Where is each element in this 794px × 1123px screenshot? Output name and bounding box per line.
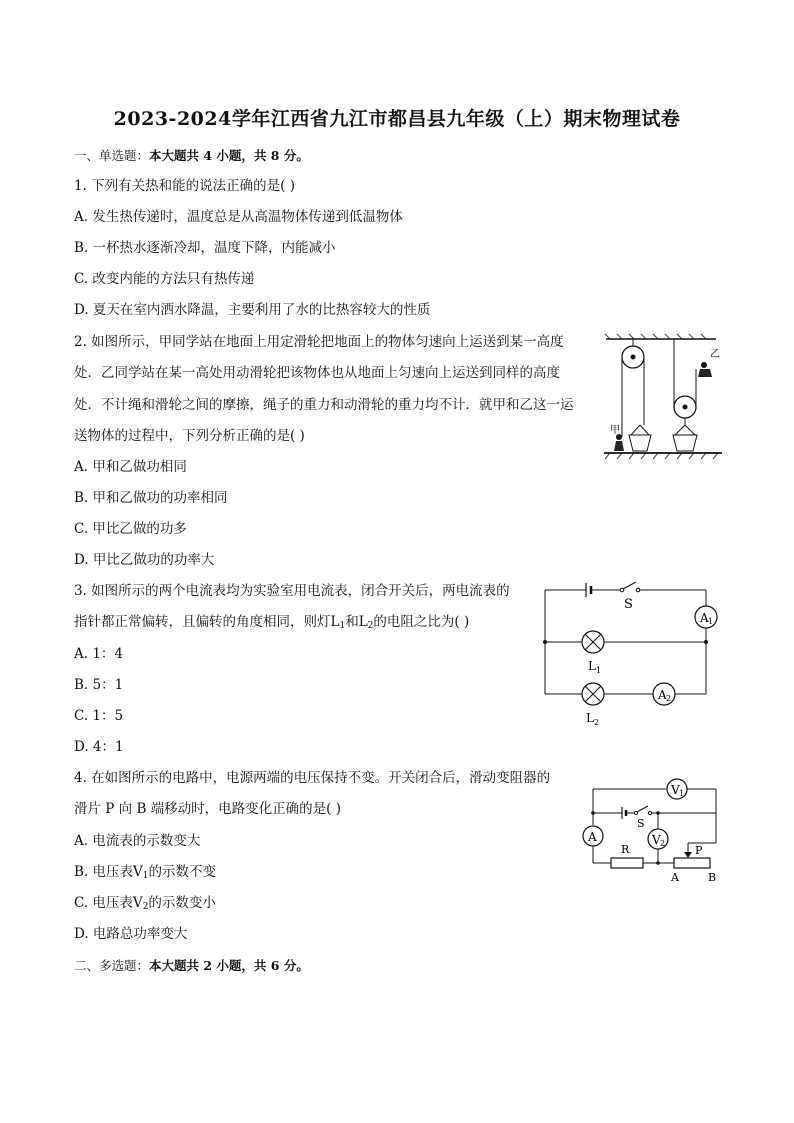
exam-title: 2023-2024学年江西省九江市都昌县九年级（上）期末物理试卷 [113,108,681,130]
q4-end-b-label: B [708,871,717,884]
q4-voltmeter-v2 [648,829,668,849]
q3-lamp-l2-sub: 2 [594,718,600,727]
q3-sub-2: 2 [367,621,374,631]
q2-stem-line-2: 处．乙同学站在某一高处用动滑轮把该物体也从地面上匀速向上运送到同样的高度 [74,365,560,381]
q4-option-b-text-1: B. 电压表V [74,864,143,880]
q3-ammeter-a1-sub: 1 [708,617,714,626]
q4-rheostat [674,858,710,868]
q4-voltmeter-v1-sub: 1 [679,789,685,798]
q4-resistor-label: R [621,843,630,856]
label-jia: 甲 [610,425,620,436]
q4-option-c-text-2: 的示数变小 [148,895,216,911]
label-yi: 乙 [710,349,720,360]
q2-option-c: C. 甲比乙做的功多 [74,521,187,537]
q4-stem-line-2: 滑片 P 向 B 端移动时，电路变化正确的是( ) [74,801,341,817]
q3-option-b: B. 5：1 [74,677,124,693]
q3-stem-text-1: 指针都正常偏转，且偏转的角度相同，则灯L [74,614,340,630]
q3-circuit-figure [538,578,728,728]
q4-ammeter-label: A [588,830,597,844]
q3-lamp-l1-icon [582,631,604,653]
q3-lamp-l1-sub: 1 [596,666,602,675]
q1-option-d: D. 夏天在室内洒水降温，主要利用了水的比热容较大的性质 [74,302,431,318]
q4-option-b-sub: 1 [142,871,149,881]
section-2-header [74,957,309,975]
q2-stem-line-4: 送物体的过程中，下列分析正确的是( ) [74,428,305,444]
q1-option-a: A. 发生热传递时，温度总是从高温物体传递到低温物体 [74,209,403,225]
q1-option-b: B. 一杯热水逐渐冷却，温度下降，内能减小 [74,240,336,256]
q4-voltmeter-v1 [667,779,687,799]
q2-stem-line-1: 2. 如图所示，甲同学站在地面上用定滑轮把地面上的物体匀速向上运送到某一高度 [74,334,564,350]
q3-option-d: D. 4：1 [74,739,124,755]
section-2-prefix: 二、多选题： [74,958,150,973]
q3-option-a: A. 1：4 [74,646,124,662]
q4-end-a-label: A [671,871,679,884]
q2-option-b: B. 甲和乙做功的功率相同 [74,490,228,506]
q4-option-a: A. 电流表的示数变大 [74,833,201,849]
pulley-figure [600,333,730,465]
q3-sub-1: 1 [339,621,346,631]
q3-lamp-l2-icon [582,683,604,705]
person-yi-icon [698,362,712,377]
q3-switch-label: S [624,597,633,612]
section-1-prefix: 一、单选题： [74,148,150,163]
q2-option-d: D. 甲比乙做功的功率大 [74,552,215,568]
q3-option-c: C. 1：5 [74,708,124,724]
q4-slider-label: P [695,844,703,857]
q2-stem-line-3: 处．不计绳和滑轮之间的摩擦，绳子的重力和动滑轮的重力均不计．就甲和乙这一运 [74,397,574,413]
section-1-info: 本大题共 4 小题，共 8 分。 [149,148,309,163]
q3-ammeter-a1-label: A [700,611,709,625]
section-2-info: 本大题共 2 小题，共 6 分。 [149,958,309,973]
q3-ammeter-a1 [695,606,717,628]
q2-option-a: A. 甲和乙做功相同 [74,459,187,475]
q4-option-c-text-1: C. 电压表V [74,895,143,911]
q3-ammeter-a2-label: A [658,688,667,702]
q4-option-b [74,863,216,885]
q4-circuit-figure [578,773,728,885]
q4-ammeter [583,826,603,846]
q4-voltmeter-v2-sub: 2 [660,839,666,848]
q3-ammeter-a2-sub: 2 [666,694,672,703]
q4-switch-label: S [637,817,645,830]
q4-voltmeter-v2-label: V [652,833,661,847]
q4-option-c [74,894,216,916]
q4-resistor-r [611,858,643,868]
q1-option-c: C. 改变内能的方法只有热传递 [74,271,255,287]
q4-option-b-text-2: 的示数不变 [148,864,216,880]
q3-stem-text-2: 和L [345,614,368,630]
q3-stem-line-2 [74,613,469,635]
q3-lamp-l2-label: L [586,711,594,725]
q4-option-c-sub: 2 [142,902,149,912]
q3-ammeter-a2 [653,683,675,705]
q3-stem-text-3: 的电阻之比为( ) [373,614,470,630]
q1-stem: 1. 下列有关热和能的说法正确的是( ) [74,178,295,194]
q4-slider-arrow-icon [684,852,692,858]
q4-stem-line-1: 4. 在如图所示的电路中，电源两端的电压保持不变。开关闭合后，滑动变阻器的 [74,770,551,786]
section-1-header [74,147,309,165]
q4-voltmeter-v1-label: V [671,783,680,797]
q3-stem-line-1: 3. 如图所示的两个电流表均为实验室用电流表，闭合开关后，两电流表的 [74,583,510,599]
q4-option-d: D. 电路总功率变大 [74,926,188,942]
q3-lamp-l1-label: L [588,659,596,673]
